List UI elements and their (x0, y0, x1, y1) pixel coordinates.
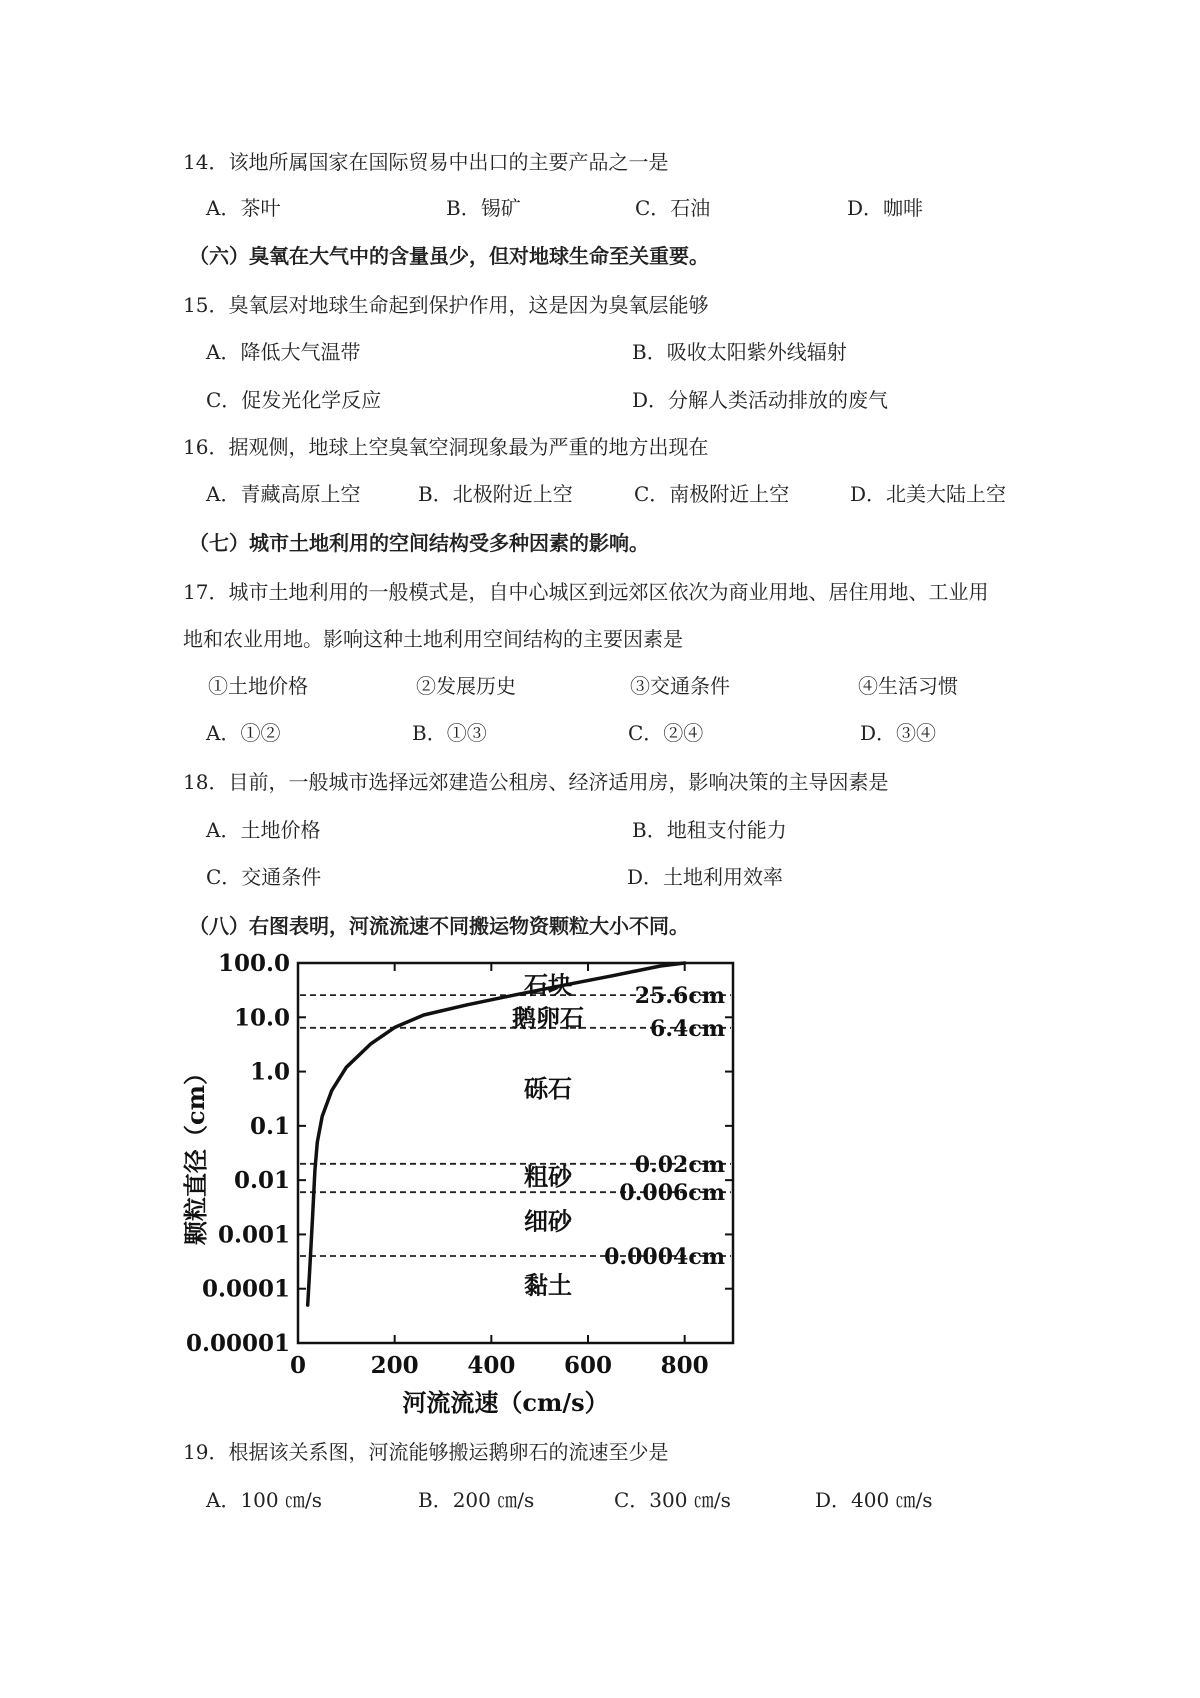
q17-factor-4: ④生活习惯 (858, 674, 958, 698)
q17-stem-line1: 17．城市土地利用的一般模式是，自中心城区到远郊区依次为商业用地、居住用地、工业用 (183, 580, 989, 604)
section-8-title: （八）右图表明，河流流速不同搬运物资颗粒大小不同。 (189, 914, 689, 938)
y-axis-label: 颗粒直径（cm） (181, 1060, 210, 1246)
q17-option-a[interactable]: A．①② (206, 721, 281, 745)
threshold-label: 0.0004cm (604, 1244, 725, 1271)
q17-option-d[interactable]: D．③④ (860, 721, 937, 745)
q16-option-c[interactable]: C．南极附近上空 (634, 482, 790, 506)
threshold-label: 6.4cm (650, 1015, 725, 1042)
q19-option-c[interactable]: C．300 ㎝/s (614, 1488, 731, 1512)
x-tick-label: 600 (563, 1352, 613, 1379)
y-tick-label: 10.0 (233, 1004, 290, 1032)
velocity-particle-chart (178, 945, 738, 1425)
chart-labels (512, 971, 725, 1300)
q17-factor-2: ②发展历史 (416, 674, 516, 698)
x-tick-label: 200 (370, 1352, 419, 1379)
q19-option-d[interactable]: D．400 ㎝/s (815, 1488, 933, 1512)
y-tick-label: 0.01 (233, 1167, 290, 1195)
threshold-label: 0.02cm (634, 1151, 725, 1178)
zone-label: 鹅卵石 (512, 1003, 584, 1033)
q16-option-b[interactable]: B．北极附近上空 (418, 482, 573, 506)
q17-factor-3: ③交通条件 (630, 674, 730, 698)
y-tick-label: 100.0 (217, 950, 290, 977)
q15-option-d[interactable]: D．分解人类活动排放的废气 (632, 388, 889, 412)
q14-option-d[interactable]: D．咖啡 (847, 196, 924, 220)
q17-factor-1: ①土地价格 (208, 674, 308, 698)
q16-option-a[interactable]: A．青藏高原上空 (206, 482, 361, 506)
q15-option-c[interactable]: C．促发光化学反应 (206, 388, 382, 412)
x-axis-label: 河流流速（cm/s） (402, 1388, 609, 1417)
x-tick-label: 400 (467, 1352, 516, 1379)
zone-label: 石块 (524, 970, 572, 1000)
q18-option-a[interactable]: A．土地价格 (206, 818, 321, 842)
q18-option-d[interactable]: D．土地利用效率 (627, 865, 784, 889)
y-tick-label: 0.0001 (201, 1275, 290, 1303)
zone-label: 黏土 (524, 1270, 572, 1300)
section-6-title: （六）臭氧在大气中的含量虽少，但对地球生命至关重要。 (189, 244, 709, 268)
y-tick-label: 0.001 (217, 1221, 290, 1249)
q19-option-a[interactable]: A．100 ㎝/s (206, 1488, 322, 1512)
q19-stem: 19．根据该关系图，河流能够搬运鹅卵石的流速至少是 (183, 1440, 669, 1464)
threshold-label: 25.6cm (634, 983, 725, 1010)
q14-option-a[interactable]: A．茶叶 (206, 196, 281, 220)
x-tick-label: 0 (289, 1352, 307, 1379)
q15-option-a[interactable]: A．降低大气温带 (206, 340, 361, 364)
threshold-label: 0.006cm (619, 1180, 725, 1207)
q17-stem-line2: 地和农业用地。影响这种土地利用空间结构的主要因素是 (183, 627, 683, 651)
zone-label: 粗砂 (524, 1161, 572, 1191)
y-tick-label: 0.1 (249, 1112, 290, 1140)
y-tick-label: 0.00001 (185, 1330, 290, 1357)
q18-option-b[interactable]: B．地租支付能力 (632, 818, 787, 842)
q16-stem: 16．据观侧，地球上空臭氧空洞现象最为严重的地方出现在 (183, 435, 709, 459)
q17-option-b[interactable]: B．①③ (412, 721, 487, 745)
q15-option-b[interactable]: B．吸收太阳紫外线辐射 (632, 340, 847, 364)
q18-stem: 18．目前，一般城市选择远郊建造公租房、经济适用房，影响决策的主导因素是 (183, 770, 889, 794)
zone-label: 细砂 (524, 1206, 572, 1236)
q14-option-c[interactable]: C．石油 (635, 196, 711, 220)
zone-label: 砾石 (524, 1073, 572, 1103)
q14-stem: 14．该地所属国家在国际贸易中出口的主要产品之一是 (183, 150, 669, 174)
q16-option-d[interactable]: D．北美大陆上空 (850, 482, 1007, 506)
y-tick-label: 1.0 (249, 1058, 290, 1086)
q18-option-c[interactable]: C．交通条件 (206, 865, 322, 889)
q19-option-b[interactable]: B．200 ㎝/s (418, 1488, 535, 1512)
q15-stem: 15．臭氧层对地球生命起到保护作用，这是因为臭氧层能够 (183, 293, 709, 317)
x-tick-label: 800 (660, 1352, 709, 1379)
q17-option-c[interactable]: C．②④ (628, 721, 704, 745)
q14-option-b[interactable]: B．锡矿 (446, 196, 521, 220)
section-7-title: （七）城市土地利用的空间结构受多种因素的影响。 (189, 531, 649, 555)
